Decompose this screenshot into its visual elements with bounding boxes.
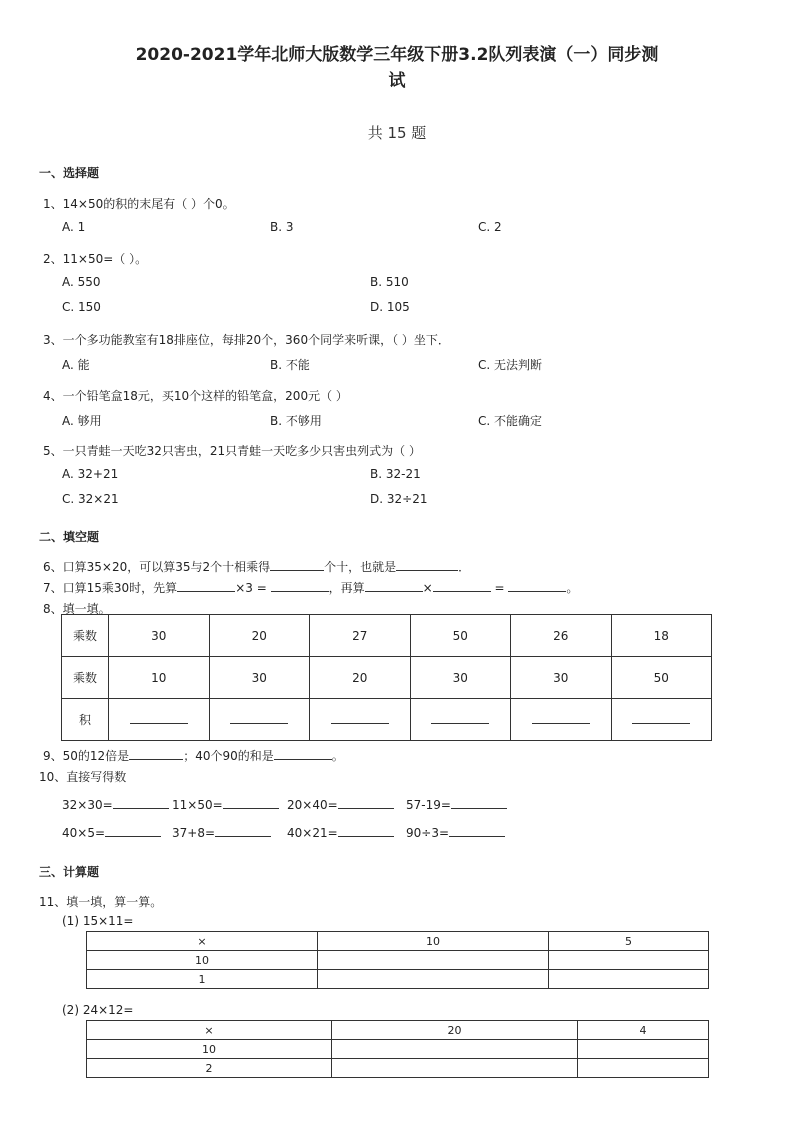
table-row	[87, 970, 709, 989]
table-header: ×	[87, 932, 318, 951]
question-6	[43, 558, 470, 575]
q3-option-a: A. 能	[62, 358, 90, 372]
answer-cell[interactable]	[318, 970, 549, 989]
question-count: 共 15 题	[367, 124, 427, 142]
q11-part-2: (2) 24×12=	[62, 1003, 134, 1017]
question-10: 10、直接写得数	[39, 770, 127, 784]
q3-option-c: C. 无法判断	[478, 358, 543, 372]
table-header: 20	[332, 1021, 578, 1040]
q10-item: 90÷3=	[406, 825, 505, 840]
question-1: 1、14×50的积的末尾有（ ）个0。	[43, 197, 235, 211]
answer-blank[interactable]	[433, 580, 491, 592]
calc-table-2	[86, 1020, 709, 1078]
table-row	[87, 951, 709, 970]
question-3: 3、一个多功能教室有18排座位，每排20个，360个同学来听课，（ ）坐下．	[43, 333, 450, 347]
question-5: 5、一只青蛙一天吃32只害虫，21只青蛙一天吃多少只害虫列式为（ ）	[43, 444, 421, 458]
q11-part-1: (1) 15×11=	[62, 914, 134, 928]
q10-item: 11×50=	[172, 797, 279, 812]
row-header: 积	[62, 699, 109, 741]
q7-text-b: ×3 =	[235, 581, 267, 595]
q9-text-c: 。	[331, 749, 344, 763]
q1-option-c: C. 2	[478, 220, 502, 234]
q4-option-b: B. 不够用	[270, 414, 322, 428]
table-cell: 20	[310, 657, 411, 699]
q1-option-a: A. 1	[62, 220, 86, 234]
section-choice: 一、选择题	[39, 166, 100, 180]
answer-cell[interactable]	[410, 699, 511, 741]
q2-option-d: D. 105	[370, 300, 410, 314]
q9-text-b: ；40个90的和是	[183, 749, 274, 763]
table-row	[62, 657, 712, 699]
row-header: 10	[87, 951, 318, 970]
q2-option-c: C. 150	[62, 300, 101, 314]
q3-option-b: B. 不能	[270, 358, 310, 372]
table-cell: 30	[511, 657, 612, 699]
answer-cell[interactable]	[578, 1040, 709, 1059]
table-header: 5	[549, 932, 709, 951]
question-8: 8、填一填。	[43, 602, 111, 616]
q10-item: 40×5=	[62, 825, 161, 840]
table-cell: 30	[209, 657, 310, 699]
answer-cell[interactable]	[578, 1059, 709, 1078]
table-header: 10	[318, 932, 549, 951]
q7-text-e: =	[494, 581, 505, 595]
answer-cell[interactable]	[549, 951, 709, 970]
table-cell: 18	[611, 615, 712, 657]
table-row	[87, 1021, 709, 1040]
page-title-line1: 2020-2021学年北师大版数学三年级下册3.2队列表演（一）同步测	[135, 45, 659, 65]
q4-option-c: C. 不能确定	[478, 414, 543, 428]
answer-blank[interactable]	[129, 748, 183, 760]
answer-blank[interactable]	[113, 797, 169, 809]
q7-text-f: 。	[566, 581, 579, 595]
q5-option-d: D. 32÷21	[370, 492, 428, 506]
question-9	[43, 747, 344, 764]
answer-blank[interactable]	[105, 825, 161, 837]
table-row	[87, 932, 709, 951]
answer-blank[interactable]	[632, 712, 690, 724]
answer-cell[interactable]	[332, 1059, 578, 1078]
row-header: 1	[87, 970, 318, 989]
row-header: 乘数	[62, 657, 109, 699]
table-cell: 26	[511, 615, 612, 657]
multiplication-table	[61, 614, 712, 741]
page-title-line2: 试	[388, 71, 406, 91]
answer-cell[interactable]	[549, 970, 709, 989]
table-cell: 20	[209, 615, 310, 657]
answer-blank[interactable]	[532, 712, 590, 724]
table-cell: 30	[410, 657, 511, 699]
question-11: 11、填一填，算一算。	[39, 895, 163, 909]
q6-text-b: 个十，也就是	[324, 560, 397, 574]
question-4: 4、一个铅笔盒18元，买10个这样的铅笔盒，200元（ ）	[43, 389, 348, 403]
q4-option-a: A. 够用	[62, 414, 102, 428]
table-row	[62, 615, 712, 657]
answer-blank[interactable]	[177, 580, 235, 592]
answer-cell[interactable]	[310, 699, 411, 741]
calc-table-1	[86, 931, 709, 989]
answer-blank[interactable]	[508, 580, 566, 592]
table-cell: 50	[410, 615, 511, 657]
table-header: 4	[578, 1021, 709, 1040]
answer-cell[interactable]	[109, 699, 210, 741]
answer-blank[interactable]	[449, 825, 505, 837]
q7-text-d: ×	[422, 581, 433, 595]
q5-option-c: C. 32×21	[62, 492, 119, 506]
answer-blank[interactable]	[338, 825, 394, 837]
q7-text-a: 7、口算15乘30时，先算	[43, 581, 178, 595]
table-row	[62, 699, 712, 741]
answer-blank[interactable]	[451, 797, 507, 809]
q10-item: 57-19=	[406, 797, 507, 812]
answer-blank[interactable]	[130, 712, 188, 724]
q2-option-b: B. 510	[370, 275, 409, 289]
answer-blank[interactable]	[396, 559, 458, 571]
section-calc: 三、计算题	[39, 865, 100, 879]
answer-blank[interactable]	[223, 797, 279, 809]
q5-option-a: A. 32+21	[62, 467, 119, 481]
q5-option-b: B. 32-21	[370, 467, 421, 481]
answer-cell[interactable]	[511, 699, 612, 741]
table-header: ×	[87, 1021, 332, 1040]
table-row	[87, 1040, 709, 1059]
q10-item: 37+8=	[172, 825, 271, 840]
question-7	[43, 579, 578, 596]
answer-cell[interactable]	[332, 1040, 578, 1059]
q1-option-b: B. 3	[270, 220, 294, 234]
answer-cell[interactable]	[318, 951, 549, 970]
answer-blank[interactable]	[230, 712, 288, 724]
answer-blank[interactable]	[274, 748, 332, 760]
answer-blank[interactable]	[215, 825, 271, 837]
answer-blank[interactable]	[431, 712, 489, 724]
q9-text-a: 9、50的12倍是	[43, 749, 130, 763]
section-fill: 二、填空题	[39, 530, 100, 544]
q10-item: 40×21=	[287, 825, 394, 840]
table-cell: 50	[611, 657, 712, 699]
row-header: 10	[87, 1040, 332, 1059]
answer-blank[interactable]	[270, 559, 324, 571]
answer-blank[interactable]	[365, 580, 423, 592]
row-header: 乘数	[62, 615, 109, 657]
answer-blank[interactable]	[271, 580, 329, 592]
q10-item: 20×40=	[287, 797, 394, 812]
answer-blank[interactable]	[331, 712, 389, 724]
q6-text-a: 6、口算35×20，可以算35与2个十相乘得	[43, 560, 271, 574]
answer-blank[interactable]	[338, 797, 394, 809]
answer-cell[interactable]	[209, 699, 310, 741]
q10-item: 32×30=	[62, 797, 169, 812]
q2-option-a: A. 550	[62, 275, 101, 289]
answer-cell[interactable]	[611, 699, 712, 741]
table-cell: 30	[109, 615, 210, 657]
row-header: 2	[87, 1059, 332, 1078]
q6-text-c: ．	[458, 560, 471, 574]
q7-text-c: ，再算	[328, 581, 365, 595]
table-row	[87, 1059, 709, 1078]
question-2: 2、11×50=（ ）。	[43, 252, 148, 266]
table-cell: 10	[109, 657, 210, 699]
table-cell: 27	[310, 615, 411, 657]
